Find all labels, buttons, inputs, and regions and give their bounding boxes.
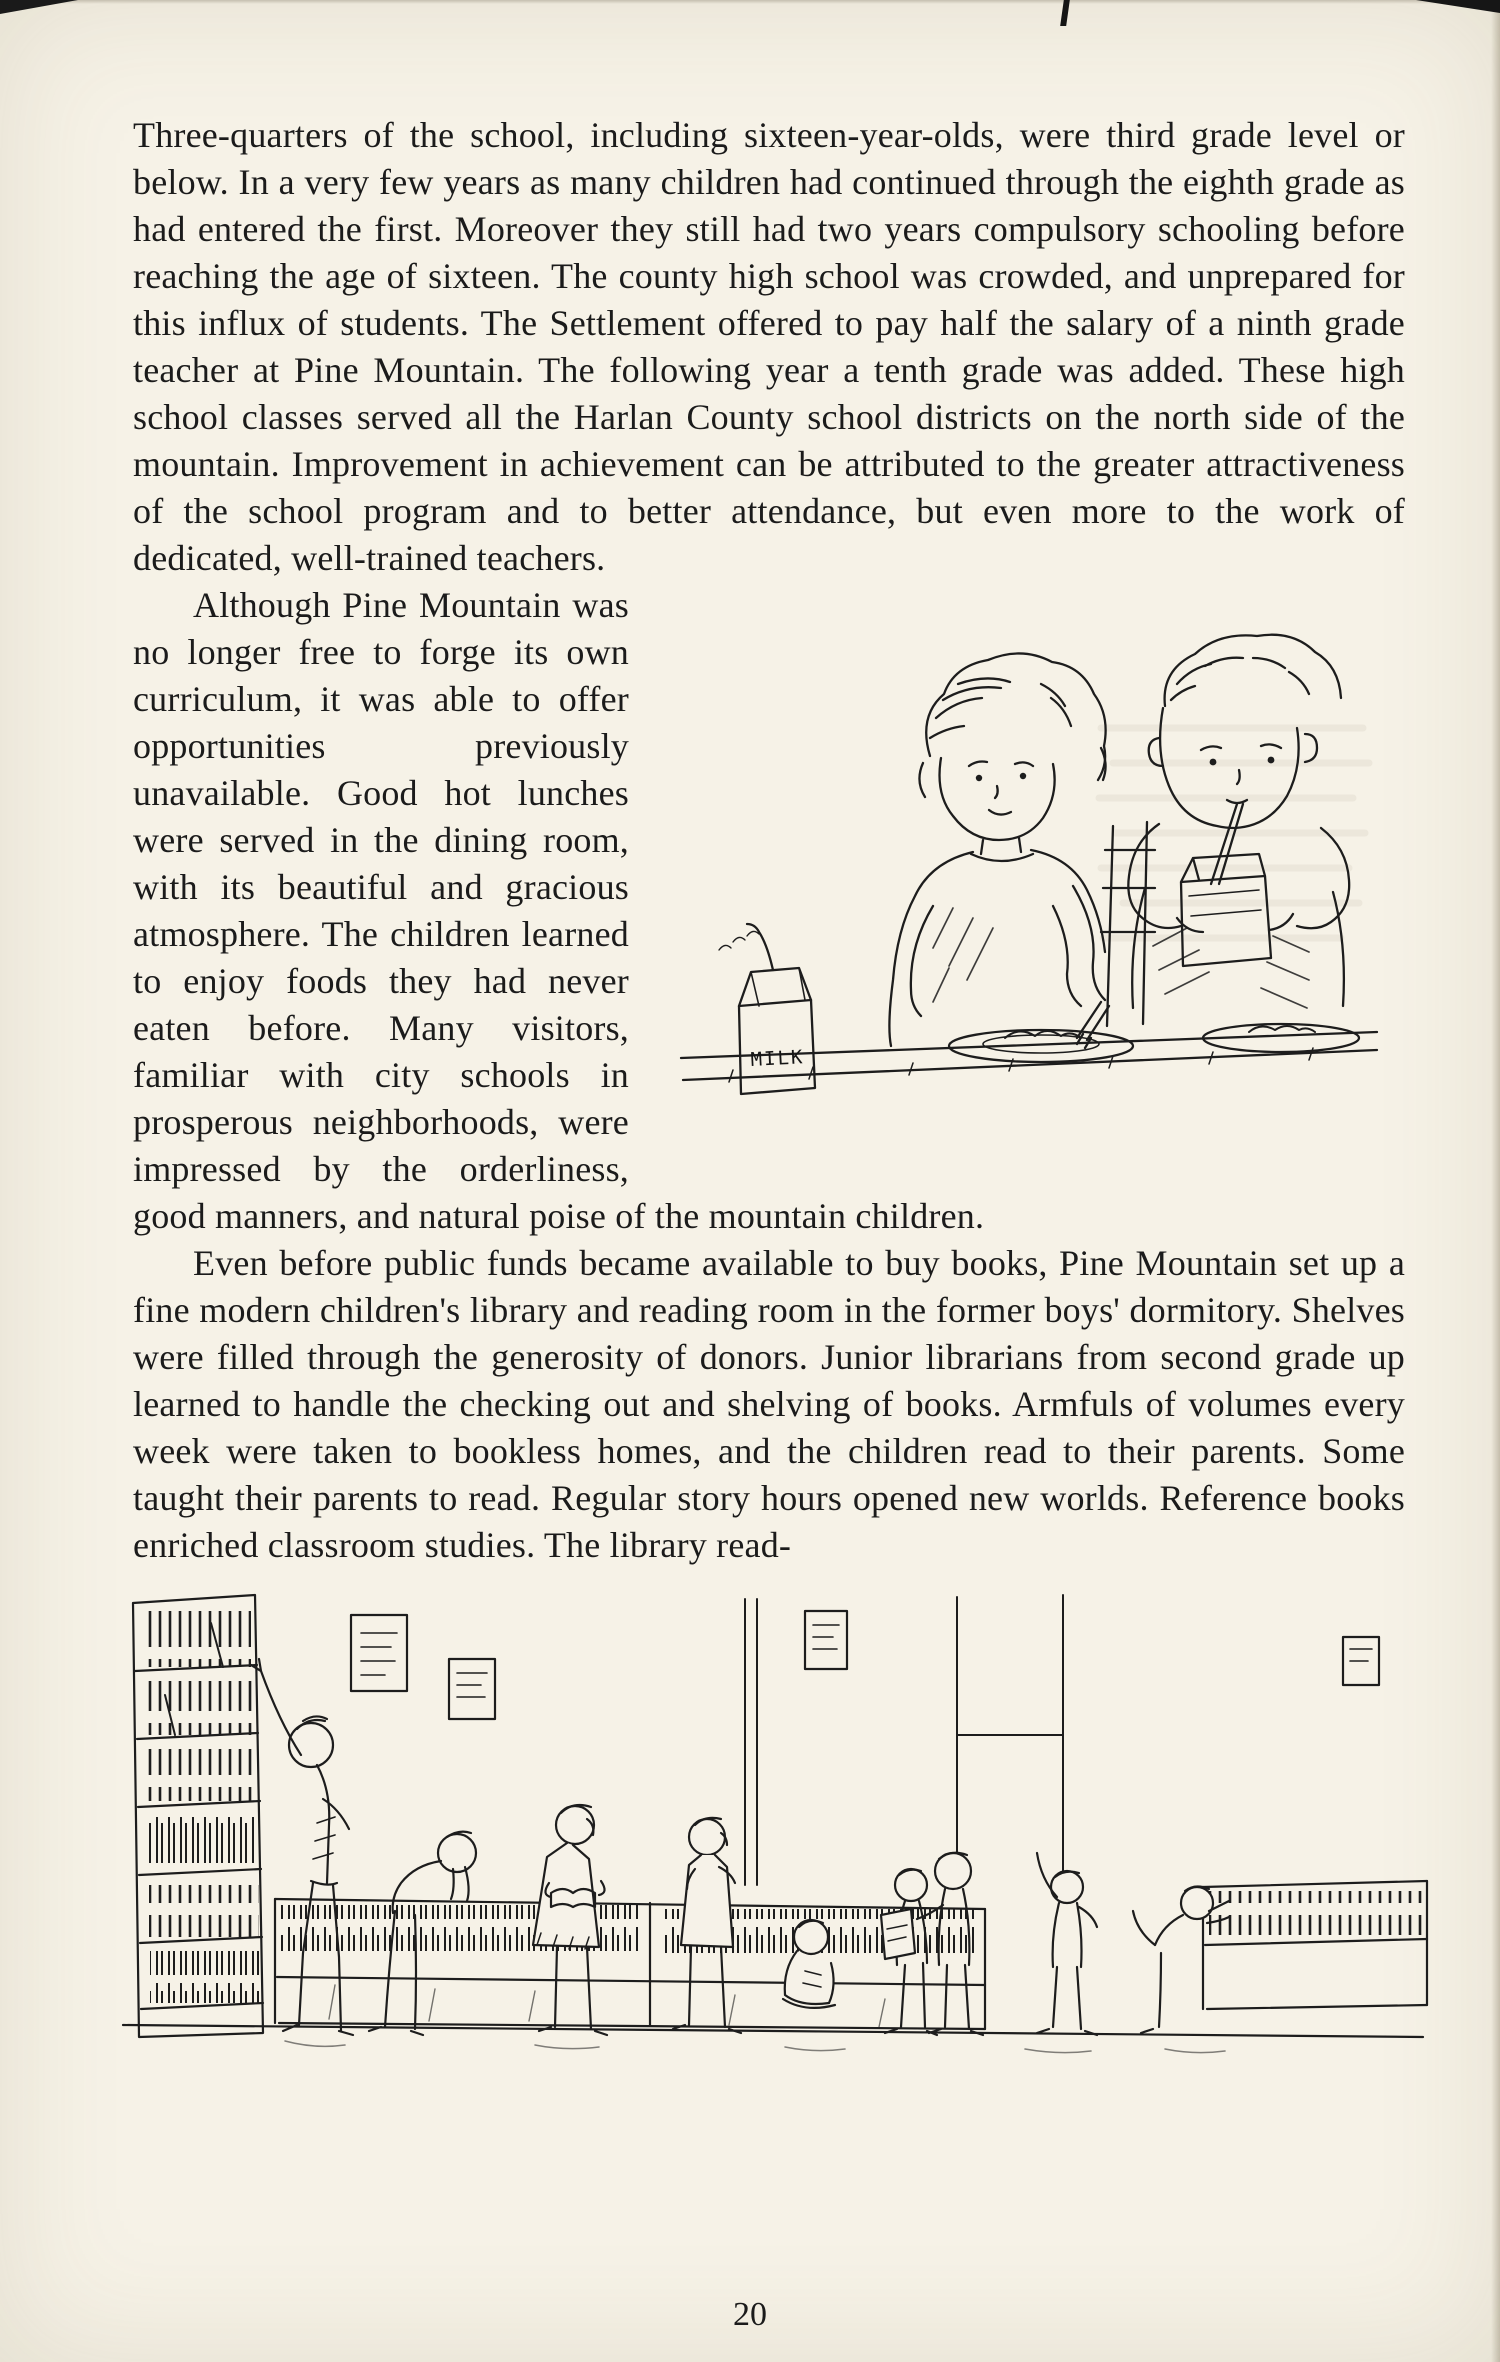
low-bookshelf	[275, 1899, 985, 2029]
scan-edge-right	[1491, 0, 1500, 2362]
children-eating-lunch-drawing	[653, 588, 1405, 1178]
wall-posters	[351, 1611, 1379, 1719]
paragraph-3: Even before public funds became available to buy books, Pine Mountain set up a fine modern children's library and reading room in the former boys' dormitory. Shelves were filled through the generosity of donors. Junior librarians from second grade up learned to handle the checking out and shelving of books. Armfuls of volumes every week were taken to bookless homes, and the children read to their parents. Some taught their parents to read. Regular story hours opened new worlds. Reference books enriched classroom studies. The library read-	[133, 1243, 1405, 1565]
children-in-library-drawing	[105, 1585, 1435, 2090]
milk-carton-label: MILK	[750, 1046, 805, 1071]
scan-artifact-top-right	[1416, 0, 1500, 13]
scan-edge-top	[0, 0, 1500, 4]
page-number: 20	[733, 2296, 767, 2333]
child-raised-arm	[1037, 1853, 1097, 2035]
paragraph-2-text: Although Pine Mountain was no longer free to forge its own curriculum, it was able to offer opportunities previously unavailable. Good hot lunches were served in the dining room, with its beautiful and gracious atmosphere. The children learned to enjoy foods they had never eaten before. Many visitors, familiar with city schools in prosperous neighborhoods, were impressed by the orderliness, good manners, and natural poise of the mountain children.	[133, 585, 985, 1236]
plates	[949, 1024, 1359, 1062]
library-illustration	[105, 1585, 1435, 2090]
scan-artifact-top-left	[0, 0, 78, 14]
floor	[123, 2025, 1423, 2053]
girl-at-shelf	[673, 1818, 741, 2033]
child-climbing	[1133, 1886, 1229, 2033]
boy-figure	[1128, 635, 1349, 1008]
window-frame	[745, 1595, 1063, 1885]
girl-figure	[889, 653, 1109, 1048]
girl-reading	[533, 1805, 607, 2035]
tall-bookshelf	[133, 1595, 263, 2037]
chair	[1101, 822, 1155, 1026]
page-text	[133, 112, 1405, 2090]
right-bookshelf	[1203, 1881, 1427, 2009]
lunch-illustration	[653, 588, 1405, 1178]
paragraph-1: Three-quarters of the school, including sixteen-year-olds, were third grade level or below. In a very few years as many children had continued through the eighth grade as had entered the first. Moreover they still had two years compulsory schooling before reaching the age of sixteen. The county high school was crowded, and unprepared for this influx of students. The Settlement offered to pay half the salary of a ninth grade teacher at Pine Mountain. The following year a tenth grade was added. These high school classes served all the Harlan County school districts on the north side of the mountain. Improvement in achievement can be attributed to the greater attractiveness of the school program and to better attendance, but even more to the work of dedicated, well-trained teachers.	[133, 115, 1405, 578]
paragraph-2	[133, 582, 1405, 1240]
